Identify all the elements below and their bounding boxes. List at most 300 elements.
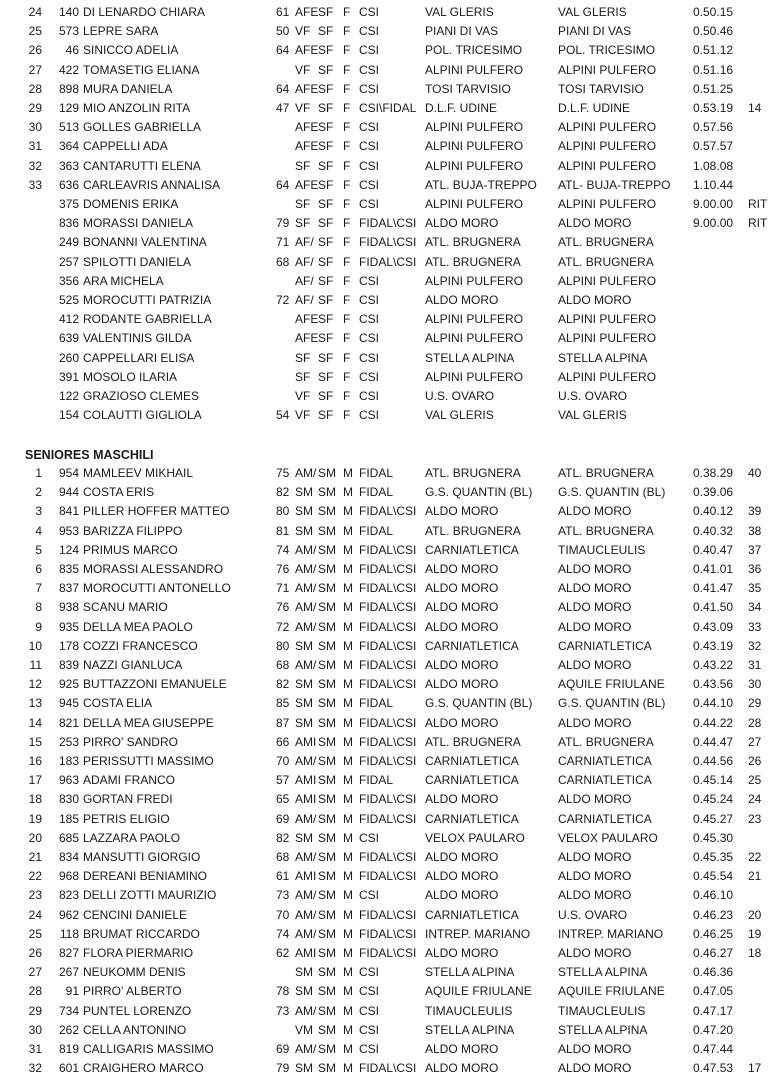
bib-cell: 898 (58, 81, 79, 96)
time-cell: 0.47.20 (693, 1022, 734, 1037)
club-2-cell: ALDO MORO (558, 1061, 632, 1076)
bib-cell: 124 (58, 542, 79, 557)
position-cell: 29 (28, 101, 42, 115)
athlete-name-cell: TOMASETIG ELIANA (83, 62, 200, 77)
points-cell: 32 (748, 638, 762, 653)
club-2-cell: ALDO MORO (558, 658, 632, 672)
birth-year-cell: 68 (276, 254, 290, 269)
sex-cell: F (343, 369, 351, 384)
group-cell: SF (318, 216, 334, 231)
athlete-name-cell: DI LENARDO CHIARA (83, 5, 206, 19)
federation-cell: FIDAL\CSI (359, 946, 417, 960)
points-cell: 40 (748, 466, 762, 480)
position-cell: 28 (28, 81, 42, 96)
group-cell: SF (318, 120, 334, 135)
position-cell: 7 (35, 581, 42, 596)
group-cell: SM (318, 946, 336, 960)
athlete-name-cell: COSTA ERIS (83, 485, 155, 500)
result-row (0, 906, 780, 925)
category-cell: SM (295, 485, 313, 500)
result-row (0, 810, 780, 829)
athlete-name-cell: LEPRE SARA (83, 24, 159, 39)
birth-year-cell: 80 (276, 638, 290, 653)
result-row (0, 291, 780, 310)
category-cell: AFE (295, 5, 319, 19)
result-row (0, 272, 780, 291)
athlete-name-cell: MOROCUTTI PATRIZIA (83, 293, 212, 307)
result-row (0, 752, 780, 771)
federation-cell: CSI (359, 888, 380, 903)
category-cell: SM (295, 677, 313, 692)
federation-cell: CSI (359, 1022, 380, 1037)
club-2-cell: ALDO MORO (558, 504, 632, 519)
result-row (0, 233, 780, 252)
bib-cell: 954 (58, 466, 79, 480)
federation-cell: FIDAL\CSI (359, 907, 417, 922)
category-cell: AM/ (295, 562, 317, 576)
time-cell: 0.40.32 (693, 523, 734, 538)
category-cell: SM (295, 715, 313, 730)
club-cell: ALDO MORO (425, 216, 499, 231)
club-2-cell: ALPINI PULFERO (558, 158, 657, 173)
time-cell: 0.51.12 (693, 43, 734, 58)
birth-year-cell: 78 (276, 984, 290, 999)
club-2-cell: VELOX PAULARO (558, 830, 658, 845)
time-cell: 0.45.27 (693, 811, 734, 826)
athlete-name-cell: CARLEAVRIS ANNALISA (83, 177, 221, 192)
club-cell: ALDO MORO (425, 869, 499, 884)
category-cell: AF/ (295, 293, 314, 307)
bib-cell: 830 (58, 792, 79, 807)
club-cell: POL. TRICESIMO (425, 43, 523, 58)
sex-cell: F (343, 312, 351, 327)
group-cell: SF (318, 331, 334, 346)
federation-cell: FIDAL\CSI (359, 926, 417, 941)
sex-cell: M (343, 619, 353, 634)
position-cell: 16 (28, 754, 42, 768)
category-cell: SF (295, 350, 311, 365)
federation-cell: CSI (359, 1042, 380, 1056)
bib-cell: 953 (58, 523, 79, 538)
club-cell: ALDO MORO (425, 619, 499, 634)
bib-cell: 422 (58, 62, 79, 77)
group-cell: SF (318, 81, 334, 96)
bib-cell: 821 (58, 715, 79, 730)
athlete-name-cell: SCANU MARIO (83, 600, 168, 615)
points-cell: 22 (748, 850, 762, 864)
group-cell: SM (318, 1003, 336, 1018)
club-2-cell: D.L.F. UDINE (558, 101, 631, 115)
federation-cell: FIDAL (359, 523, 394, 538)
club-2-cell: ATL. BRUGNERA (558, 235, 654, 250)
birth-year-cell: 72 (276, 293, 290, 307)
position-cell: 27 (28, 62, 42, 77)
club-2-cell: ATL. BRUGNERA (558, 734, 654, 749)
club-2-cell: ALDO MORO (558, 293, 632, 307)
sex-cell: M (343, 1061, 353, 1076)
bib-cell: 525 (58, 293, 79, 307)
federation-cell: CSI (359, 158, 380, 173)
federation-cell: CSI (359, 293, 380, 307)
club-2-cell: VAL GLERIS (558, 5, 627, 19)
athlete-name-cell: PIRRO' ALBERTO (83, 984, 182, 999)
bib-cell: 968 (58, 869, 79, 884)
sex-cell: M (343, 888, 353, 903)
time-cell: 0.50.46 (693, 24, 734, 39)
category-cell: AM/ (295, 542, 317, 557)
sex-cell: M (343, 946, 353, 960)
athlete-name-cell: MOSOLO ILARIA (83, 369, 178, 384)
sex-cell: F (343, 408, 351, 423)
athlete-name-cell: CAPPELLI ADA (83, 139, 168, 154)
sex-cell: M (343, 581, 353, 596)
position-cell: 6 (35, 562, 42, 576)
group-cell: SF (318, 350, 334, 365)
group-cell: SM (318, 754, 336, 768)
result-row (0, 502, 780, 521)
category-cell: AFE (295, 139, 319, 154)
sex-cell: M (343, 965, 353, 980)
birth-year-cell: 70 (276, 907, 290, 922)
athlete-name-cell: DELLA MEA PAOLO (83, 619, 193, 634)
bib-cell: 827 (58, 946, 79, 960)
points-cell: 30 (748, 677, 762, 692)
bib-cell: 129 (58, 101, 79, 115)
time-cell: 0.47.05 (693, 984, 734, 999)
category-cell: VF (295, 62, 311, 77)
club-cell: ALPINI PULFERO (425, 273, 524, 288)
bib-cell: 91 (65, 984, 79, 999)
bib-cell: 963 (58, 773, 79, 788)
result-row (0, 886, 780, 905)
result-row (0, 1040, 780, 1059)
group-cell: SF (318, 43, 334, 58)
position-cell: 21 (28, 850, 42, 864)
club-2-cell: ALDO MORO (558, 946, 632, 960)
club-cell: D.L.F. UDINE (425, 101, 498, 115)
athlete-name-cell: NEUKOMM DENIS (83, 965, 186, 980)
club-2-cell: U.S. OVARO (558, 907, 628, 922)
group-cell: SM (318, 581, 336, 596)
group-cell: SF (318, 293, 334, 307)
time-cell: 0.51.16 (693, 62, 734, 77)
bib-cell: 836 (58, 216, 79, 231)
federation-cell: CSI (359, 81, 380, 96)
time-cell: 9.00.00 (693, 197, 734, 211)
sex-cell: F (343, 293, 351, 307)
athlete-name-cell: PILLER HOFFER MATTEO (83, 504, 230, 519)
club-2-cell: G.S. QUANTIN (BL) (558, 485, 666, 500)
birth-year-cell: 54 (276, 408, 290, 423)
federation-cell: FIDAL\CSI (359, 581, 417, 596)
federation-cell: FIDAL\CSI (359, 850, 417, 864)
bib-cell: 573 (58, 24, 79, 39)
federation-cell: CSI (359, 331, 380, 346)
club-2-cell: ATL. BRUGNERA (558, 523, 654, 538)
position-cell: 17 (28, 773, 42, 788)
position-cell: 31 (28, 139, 42, 154)
club-cell: CARNIATLETICA (425, 754, 519, 768)
category-cell: AM/ (295, 754, 317, 768)
result-row (0, 771, 780, 790)
category-cell: AF/ (295, 254, 314, 269)
group-cell: SM (318, 965, 336, 980)
club-cell: ALDO MORO (425, 715, 499, 730)
club-cell: U.S. OVARO (425, 389, 495, 403)
birth-year-cell: 85 (276, 696, 290, 711)
result-row (0, 829, 780, 848)
result-row (0, 310, 780, 329)
athlete-name-cell: CALLIGARIS MASSIMO (83, 1042, 214, 1056)
group-cell: SM (318, 984, 336, 999)
bib-cell: 262 (58, 1022, 79, 1037)
athlete-name-cell: VALENTINIS GILDA (83, 331, 192, 346)
federation-cell: CSI (359, 350, 380, 365)
bib-cell: 636 (58, 177, 79, 192)
bib-cell: 185 (58, 811, 79, 826)
group-cell: SM (318, 888, 336, 903)
category-cell: SF (295, 369, 311, 384)
time-cell: 1.08.08 (693, 158, 734, 173)
points-cell: 38 (748, 523, 762, 538)
group-cell: SF (318, 312, 334, 327)
sex-cell: M (343, 638, 353, 653)
category-cell: AFE (295, 331, 319, 346)
result-row (0, 656, 780, 675)
athlete-name-cell: DELLA MEA GIUSEPPE (83, 715, 214, 730)
category-cell: AM/ (295, 581, 317, 596)
bib-cell: 938 (58, 600, 79, 615)
position-cell: 13 (28, 696, 42, 711)
category-cell: AFE (295, 81, 319, 96)
result-row (0, 22, 780, 41)
sex-cell: F (343, 235, 351, 250)
federation-cell: CSI (359, 984, 380, 999)
group-cell: SF (318, 408, 334, 423)
position-cell: 20 (28, 830, 42, 845)
athlete-name-cell: BARIZZA FILIPPO (83, 523, 183, 538)
position-cell: 28 (28, 984, 42, 999)
club-2-cell: ALDO MORO (558, 888, 632, 903)
time-cell: 0.46.23 (693, 907, 734, 922)
group-cell: SM (318, 734, 336, 749)
bib-cell: 257 (58, 254, 79, 269)
group-cell: SF (318, 62, 334, 77)
position-cell: 32 (28, 1061, 42, 1076)
club-cell: ALDO MORO (425, 600, 499, 615)
category-cell: AM/ (295, 811, 317, 826)
category-cell: SM (295, 504, 313, 519)
club-2-cell: ALPINI PULFERO (558, 62, 657, 77)
time-cell: 0.40.12 (693, 504, 734, 519)
time-cell: 0.38.29 (693, 466, 734, 480)
position-cell: 11 (29, 658, 42, 672)
birth-year-cell: 87 (276, 715, 290, 730)
group-cell: SF (318, 24, 334, 39)
birth-year-cell: 80 (276, 504, 290, 519)
club-2-cell: ALDO MORO (558, 850, 632, 864)
club-cell: CARNIATLETICA (425, 542, 519, 557)
time-cell: 0.51.25 (693, 81, 734, 96)
sex-cell: F (343, 43, 351, 58)
time-cell: 0.43.19 (693, 638, 734, 653)
federation-cell: CSI (359, 197, 380, 211)
federation-cell: FIDAL\CSI (359, 754, 417, 768)
time-cell: 0.39.06 (693, 485, 734, 500)
club-cell: CARNIATLETICA (425, 773, 519, 788)
time-cell: 0.57.56 (693, 120, 734, 135)
athlete-name-cell: CANTARUTTI ELENA (83, 158, 201, 173)
result-row (0, 944, 780, 963)
bib-cell: 513 (58, 120, 79, 135)
result-row (0, 214, 780, 233)
club-cell: AQUILE FRIULANE (425, 984, 532, 999)
bib-cell: 837 (58, 581, 79, 596)
sex-cell: F (343, 81, 351, 96)
category-cell: AM/ (295, 466, 317, 480)
time-cell: 0.44.10 (693, 696, 734, 711)
group-cell: SF (318, 235, 334, 250)
bib-cell: 412 (58, 312, 79, 327)
sex-cell: M (343, 792, 353, 807)
result-row (0, 176, 780, 195)
result-row (0, 522, 780, 541)
result-row (0, 329, 780, 348)
category-cell: AF/ (295, 235, 314, 250)
club-cell: ATL. BRUGNERA (425, 523, 521, 538)
birth-year-cell: 76 (276, 562, 290, 576)
points-cell: 23 (748, 811, 762, 826)
club-2-cell: U.S. OVARO (558, 389, 628, 403)
athlete-name-cell: PIRRO' SANDRO (83, 734, 178, 749)
federation-cell: FIDAL\CSI (359, 658, 417, 672)
birth-year-cell: 57 (276, 773, 290, 788)
category-cell: AFE (295, 312, 319, 327)
sex-cell: M (343, 830, 353, 845)
sex-cell: M (343, 850, 353, 864)
group-cell: SM (318, 485, 336, 500)
federation-cell: FIDAL\CSI (359, 734, 417, 749)
federation-cell: CSI (359, 369, 380, 384)
position-cell: 24 (28, 907, 42, 922)
athlete-name-cell: GORTAN FREDI (83, 792, 173, 807)
club-cell: ALPINI PULFERO (425, 62, 524, 77)
bib-cell: 260 (58, 350, 79, 365)
points-cell: 24 (748, 792, 762, 807)
points-cell: 36 (748, 562, 762, 576)
category-cell: VM (295, 1022, 313, 1037)
bib-cell: 364 (58, 139, 79, 154)
club-cell: ATL. BUJA-TREPPO (425, 177, 537, 192)
group-cell: SF (318, 389, 334, 403)
position-cell: 14 (28, 715, 42, 730)
group-cell: SM (318, 715, 336, 730)
time-cell: 0.43.09 (693, 619, 734, 634)
group-cell: SM (318, 1042, 336, 1056)
group-cell: SM (318, 677, 336, 692)
sex-cell: F (343, 389, 351, 403)
position-cell: 26 (28, 43, 42, 58)
federation-cell: CSI (359, 312, 380, 327)
bib-cell: 962 (58, 907, 79, 922)
club-cell: STELLA ALPINA (425, 1022, 515, 1037)
result-row (0, 675, 780, 694)
points-cell: 33 (748, 619, 762, 634)
athlete-name-cell: MANSUTTI GIORGIO (83, 850, 201, 864)
result-row (0, 137, 780, 156)
sex-cell: M (343, 523, 353, 538)
athlete-name-cell: MORASSI DANIELA (83, 216, 194, 231)
time-cell: 0.43.22 (693, 658, 734, 672)
group-cell: SM (318, 696, 336, 711)
federation-cell: FIDAL\CSI (359, 600, 417, 615)
time-cell: 0.57.57 (693, 139, 734, 154)
points-cell: 28 (748, 715, 762, 730)
group-cell: SM (318, 1022, 336, 1037)
sex-cell: F (343, 197, 351, 211)
sex-cell: M (343, 734, 353, 749)
athlete-name-cell: RODANTE GABRIELLA (83, 312, 212, 327)
sex-cell: M (343, 542, 353, 557)
club-cell: ATL. BRUGNERA (425, 254, 521, 269)
birth-year-cell: 65 (276, 792, 290, 807)
result-row (0, 982, 780, 1001)
points-cell: 20 (748, 907, 762, 922)
club-cell: STELLA ALPINA (425, 350, 515, 365)
bib-cell: 925 (58, 677, 79, 692)
club-2-cell: ALDO MORO (558, 869, 632, 884)
position-cell: 24 (28, 5, 42, 19)
category-cell: VF (295, 389, 311, 403)
club-2-cell: CARNIATLETICA (558, 773, 652, 788)
birth-year-cell: 64 (276, 43, 290, 58)
bib-cell: 267 (58, 965, 79, 980)
club-cell: ALDO MORO (425, 850, 499, 864)
federation-cell: FIDAL\CSI (359, 216, 417, 231)
bib-cell: 819 (58, 1042, 79, 1056)
points-cell: 19 (748, 926, 762, 941)
athlete-name-cell: SINICCO ADELIA (83, 43, 179, 58)
result-row (0, 368, 780, 387)
result-row (0, 99, 780, 118)
athlete-name-cell: DOMENIS ERIKA (83, 197, 179, 211)
birth-year-cell: 72 (276, 619, 290, 634)
bib-cell: 841 (58, 504, 79, 519)
sex-cell: M (343, 715, 353, 730)
time-cell: 0.40.47 (693, 542, 734, 557)
athlete-name-cell: DELLI ZOTTI MAURIZIO (83, 888, 217, 903)
club-2-cell: VAL GLERIS (558, 408, 627, 423)
position-cell: 25 (28, 24, 42, 39)
sex-cell: F (343, 350, 351, 365)
birth-year-cell: 74 (276, 926, 290, 941)
club-cell: ALDO MORO (425, 293, 499, 307)
position-cell: 32 (28, 158, 42, 173)
group-cell: SM (318, 926, 336, 941)
category-cell: AM/ (295, 600, 317, 615)
athlete-name-cell: COLAUTTI GIGLIOLA (83, 408, 202, 423)
club-2-cell: ALPINI PULFERO (558, 312, 657, 327)
sex-cell: M (343, 466, 353, 480)
position-cell: 5 (35, 542, 42, 557)
sex-cell: M (343, 696, 353, 711)
club-cell: PIANI DI VAS (425, 24, 499, 39)
bib-cell: 734 (58, 1003, 79, 1018)
group-cell: SM (318, 504, 336, 519)
birth-year-cell: 50 (276, 24, 290, 39)
time-cell: 0.45.30 (693, 830, 734, 845)
birth-year-cell: 64 (276, 81, 290, 96)
